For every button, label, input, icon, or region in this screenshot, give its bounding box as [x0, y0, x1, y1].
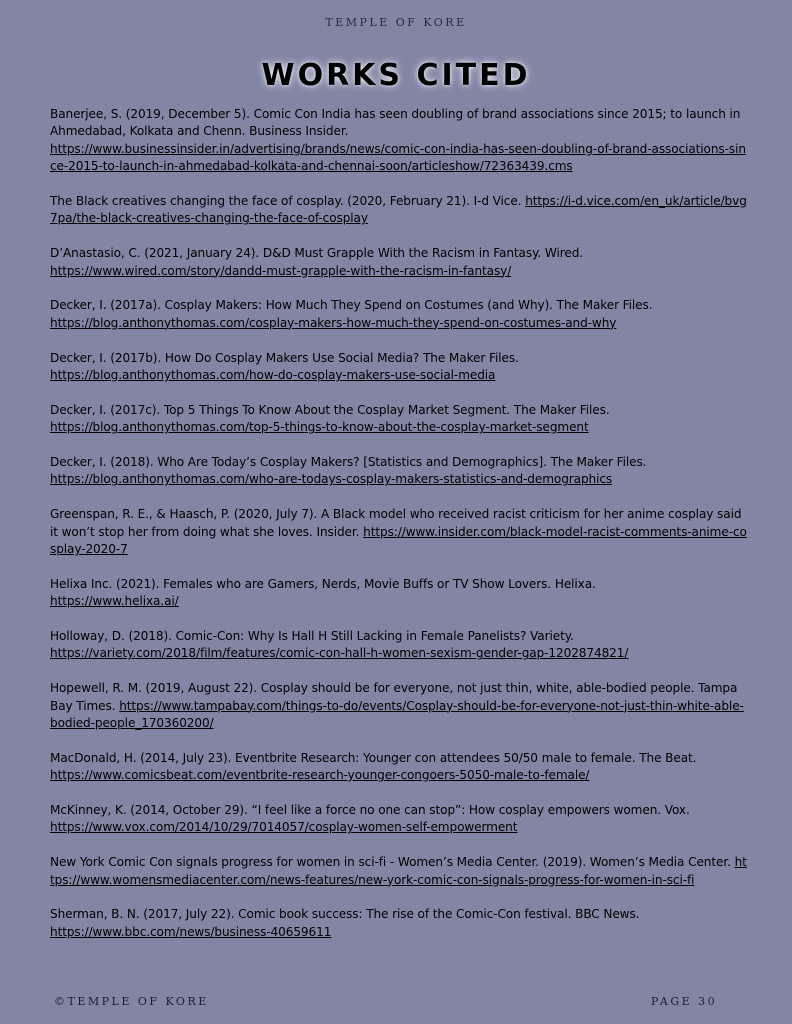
- reference-link[interactable]: https://www.bbc.com/news/business-40659611: [50, 924, 332, 939]
- reference-item: [50, 297, 750, 332]
- reference-item: [50, 680, 750, 732]
- reference-link[interactable]: https://www.wired.com/story/dandd-must-grapple-with-the-racism-in-fantasy/: [50, 263, 512, 278]
- reference-text: Decker, I. (2017c). Top 5 Things To Know About the Cosplay Market Segment. The Maker Files.: [50, 402, 610, 417]
- reference-link[interactable]: https://blog.anthonythomas.com/who-are-todays-cosplay-makers-statistics-and-demographics: [50, 472, 613, 487]
- reference-item: [50, 350, 750, 385]
- reference-item: [50, 906, 750, 941]
- reference-link[interactable]: https://www.comicsbeat.com/eventbrite-research-younger-congoers-5050-male-to-female/: [50, 768, 590, 783]
- reference-text: D’Anastasio, C. (2021, January 24). D&D Must Grapple With the Racism in Fantasy. Wired.: [50, 246, 584, 261]
- reference-text: The Black creatives changing the face of cosplay. (2020, February 21). I-d Vice.: [50, 194, 522, 209]
- reference-link[interactable]: https://i-d.vice.com/en_uk/article/bvg7pa/the-black-creatives-changing-the-face-of-cosplay: [50, 194, 747, 226]
- reference-item: [50, 802, 750, 837]
- reference-link[interactable]: https://blog.anthonythomas.com/how-do-cosplay-makers-use-social-media: [50, 368, 496, 383]
- reference-text: Holloway, D. (2018). Comic-Con: Why Is Hall H Still Lacking in Female Panelists? Variety.: [50, 629, 574, 644]
- reference-text: McKinney, K. (2014, October 29). “I feel like a force no one can stop”: How cosplay empowers women. Vox.: [50, 803, 690, 818]
- reference-text: Helixa Inc. (2021). Females who are Gamers, Nerds, Movie Buffs or TV Show Lovers. Helixa.: [50, 576, 596, 591]
- reference-text: New York Comic Con signals progress for women in sci-fi - Women’s Media Center. (2019). Women’s Media Center.: [50, 855, 731, 870]
- page-number: PAGE 30: [651, 995, 718, 1008]
- reference-item: [50, 628, 750, 663]
- reference-text: MacDonald, H. (2014, July 23). Eventbrite Research: Younger con attendees 50/50 male to female. The Beat.: [50, 750, 697, 765]
- reference-text: Banerjee, S. (2019, December 5). Comic Con India has seen doubling of brand associations since 2015; to launch in Ahmedabad, Kolkata and Chenn. Business Insider.: [50, 107, 741, 139]
- reference-text: Decker, I. (2018). Who Are Today’s Cosplay Makers? [Statistics and Demographics]. The Maker Files.: [50, 455, 647, 470]
- reference-item: [50, 245, 750, 280]
- reference-text: Hopewell, R. M. (2019, August 22). Cosplay should be for everyone, not just thin, white, able-bodied people. Tampa Bay Times.: [50, 681, 738, 713]
- reference-item: [50, 193, 750, 228]
- reference-link[interactable]: https://blog.anthonythomas.com/top-5-things-to-know-about-the-cosplay-market-segment: [50, 420, 589, 435]
- reference-link[interactable]: https://www.insider.com/black-model-racist-comments-anime-cosplay-2020-7: [50, 524, 747, 557]
- page-title: WORKS CITED: [261, 58, 531, 93]
- reference-text: Decker, I. (2017b). How Do Cosplay Makers Use Social Media? The Maker Files.: [50, 350, 519, 365]
- reference-text: Greenspan, R. E., & Haasch, P. (2020, July 7). A Black model who received racist criticism for her anime cosplay said it won’t stop her from doing what she loves. Insider.: [50, 507, 742, 539]
- reference-link[interactable]: https://blog.anthonythomas.com/cosplay-makers-how-much-they-spend-on-costumes-and-why: [50, 315, 617, 330]
- reference-item: [50, 854, 750, 889]
- reference-link[interactable]: https://www.vox.com/2014/10/29/7014057/cosplay-women-self-empowerment: [50, 820, 518, 835]
- reference-item: [50, 106, 750, 176]
- reference-item: [50, 402, 750, 437]
- reference-link[interactable]: https://www.tampabay.com/things-to-do/events/Cosplay-should-be-for-everyone-not-just-thin-white-able-bodied-people_170360200/: [50, 698, 744, 731]
- reference-item: [50, 506, 750, 558]
- footer-copyright: ©TEMPLE OF KORE: [54, 995, 209, 1008]
- reference-list: [50, 106, 750, 959]
- reference-link[interactable]: https://www.helixa.ai/: [50, 594, 179, 609]
- reference-item: [50, 454, 750, 489]
- reference-item: [50, 576, 750, 611]
- reference-link[interactable]: https://www.womensmediacenter.com/news-features/new-york-comic-con-signals-progress-for-women-in-sci-fi: [50, 855, 747, 887]
- reference-text: Sherman, B. N. (2017, July 22). Comic book success: The rise of the Comic-Con festival. BBC News.: [50, 907, 640, 922]
- reference-item: [50, 750, 750, 785]
- reference-link[interactable]: https://variety.com/2018/film/features/comic-con-hall-h-women-sexism-gender-gap-1202874821/: [50, 646, 629, 661]
- reference-link[interactable]: https://www.businessinsider.in/advertising/brands/news/comic-con-india-has-seen-doubling-of-brand-associations-since-2015-to-launch-in-ahmedabad-kolkata-and-chennai-soon/articleshow/72363439.cms: [50, 141, 746, 174]
- reference-text: Decker, I. (2017a). Cosplay Makers: How Much They Spend on Costumes (and Why). The Maker Files.: [50, 298, 653, 313]
- running-header: TEMPLE OF KORE: [325, 16, 467, 29]
